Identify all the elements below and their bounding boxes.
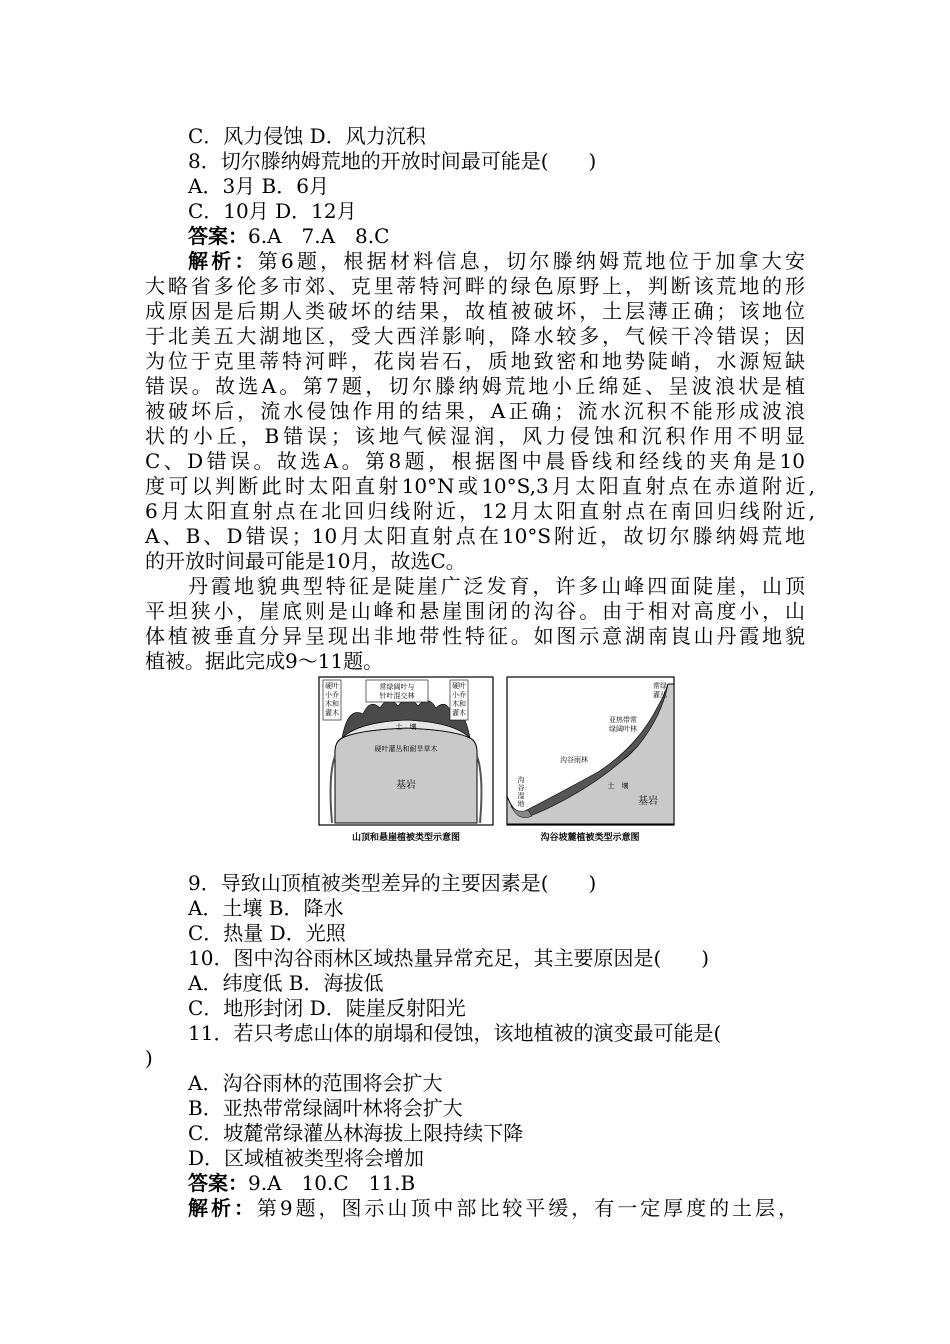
explanation-1-line: 于北美五大湖地区，受大西洋影响，降水较多，气候干冷错误；因 [145, 324, 805, 348]
answer-text: 9.A 10.C 11.B [248, 1171, 416, 1195]
explanation-1-line: 成原因是后期人类破坏的结果，故植被破坏，土层薄正确；该地位 [145, 299, 805, 323]
right-label-3: 沟谷雨林 [560, 756, 588, 764]
intro-paragraph-line: 平坦狭小，崖底则是山峰和悬崖围闭的沟谷。由于相对高度小，山 [145, 599, 805, 623]
explanation-1-line: C、D错误。故选A。第8题，根据图中晨昏线和经线的夹角是10 [145, 449, 805, 473]
q11-option-c: C．坡麓常绿灌丛林海拔上限持续下降 [188, 1121, 524, 1145]
right-label-soil: 土 壤 [607, 782, 629, 790]
explanation-1-line: 错误。故选A。第7题，切尔滕纳姆荒地小丘绵延、呈波浪状是植 [145, 374, 805, 398]
right-label-2: 亚热带常绿阔叶林 [609, 716, 637, 733]
q11-stem: 11．若只考虑山体的崩塌和侵蚀，该地植被的演变最可能是( [188, 1021, 722, 1045]
left-label-soil: 土 壤 [395, 723, 417, 731]
answer-text: 6.A 7.A 8.C [248, 224, 390, 248]
q11-option-d: D．区域植被类型将会增加 [188, 1146, 425, 1170]
left-label-3: 硬叶小乔木和灌木 [452, 682, 466, 717]
explanation-text: 第9题，图示山顶中部比较平缓，有一定厚度的土层， [256, 1196, 798, 1220]
bedrock-mesa-shape [335, 728, 477, 823]
left-label-2: 常绿阔叶与针叶混交林 [379, 683, 415, 700]
explanation-2-line [188, 1196, 798, 1221]
q10-options-cd: C．地形封闭 D．陡崖反射阳光 [188, 996, 466, 1020]
vegetation-figure [318, 676, 676, 848]
q9-stem: 9．导致山顶植被类型差异的主要因素是( ) [188, 871, 597, 895]
left-caption: 山顶和悬崖植被类型示意图 [351, 833, 461, 843]
q11-option-b: B．亚热带常绿阔叶林将会扩大 [188, 1096, 463, 1120]
answer-label: 答案： [188, 224, 248, 248]
q8-options-cd: C．10月 D．12月 [188, 199, 357, 223]
q9-options-ab: A．土壤 B．降水 [188, 896, 344, 920]
q8-options-ab: A．3月 B．6月 [188, 174, 329, 198]
explanation-1-line: 大略省多伦多市郊、克里蒂特河畔的绿色原野上，判断该荒地的形 [145, 274, 805, 298]
explanation-label: 解析： [188, 249, 258, 273]
q8-stem: 8．切尔滕纳姆荒地的开放时间最可能是( ) [188, 149, 597, 173]
explanation-1-line: 为位于克里蒂特河畔，花岗岩石，质地致密和地势陡峭，水源短缺 [145, 349, 805, 373]
right-label-4: 沟谷湿地 [517, 776, 525, 808]
explanation-1-line: 6月太阳直射点在北回归线附近，12月太阳直射点在南回归线附近, [145, 499, 815, 523]
q11-stem-end: ) [145, 1046, 153, 1070]
explanation-1-line: A、B、D错误；10月太阳直射点在10°S附近，故切尔滕纳姆荒地 [145, 524, 805, 548]
intro-paragraph-line: 体植被垂直分异呈现出非地带性特征。如图示意湖南崀山丹霞地貌 [145, 624, 805, 648]
q10-stem: 10．图中沟谷雨林区域热量异常充足，其主要原因是( ) [188, 946, 710, 970]
right-label-1: 常绿灌丛 [653, 682, 667, 699]
left-label-bedrock: 基岩 [396, 780, 416, 791]
left-label-1: 硬叶小乔木和灌木 [325, 682, 339, 717]
answer-2 [188, 1171, 848, 1196]
explanation-1-line: 状的小丘，B错误；该地气候湿润，风力侵蚀和沉积作用不明显 [145, 424, 805, 448]
q10-options-ab: A．纬度低 B．海拔低 [188, 971, 384, 995]
answer-label: 答案： [188, 1171, 248, 1195]
explanation-1-line [188, 249, 805, 274]
intro-paragraph-line: 丹霞地貌典型特征是陡崖广泛发育，许多山峰四面陡崖，山顶 [188, 574, 805, 598]
q9-options-cd: C．热量 D．光照 [188, 921, 346, 945]
explanation-text: 第6题，根据材料信息，切尔滕纳姆荒地位于加拿大安 [257, 249, 806, 273]
q7-options-cd: C．风力侵蚀 D．风力沉积 [188, 124, 426, 148]
intro-paragraph-line: 植被。据此完成9～11题。 [145, 649, 384, 673]
explanation-1-line: 的开放时间最可能是10月，故选C。 [145, 549, 466, 573]
explanation-1-line: 度可以判断此时太阳直射10°N或10°S,3月太阳直射点在赤道附近, [145, 474, 815, 498]
left-label-shrub: 硬叶灌丛和耐旱草木 [374, 745, 438, 753]
q11-option-a: A．沟谷雨林的范围将会扩大 [188, 1071, 443, 1095]
answer-1 [188, 224, 848, 249]
explanation-1-line: 被破坏后，流水侵蚀作用的结果，A正确；流水沉积不能形成波浪 [145, 399, 805, 423]
vegetation-diagram [318, 676, 676, 848]
explanation-label: 解析： [188, 1196, 257, 1220]
right-label-bedrock: 基岩 [638, 796, 658, 807]
right-caption: 沟谷坡麓植被类型示意图 [540, 833, 640, 843]
